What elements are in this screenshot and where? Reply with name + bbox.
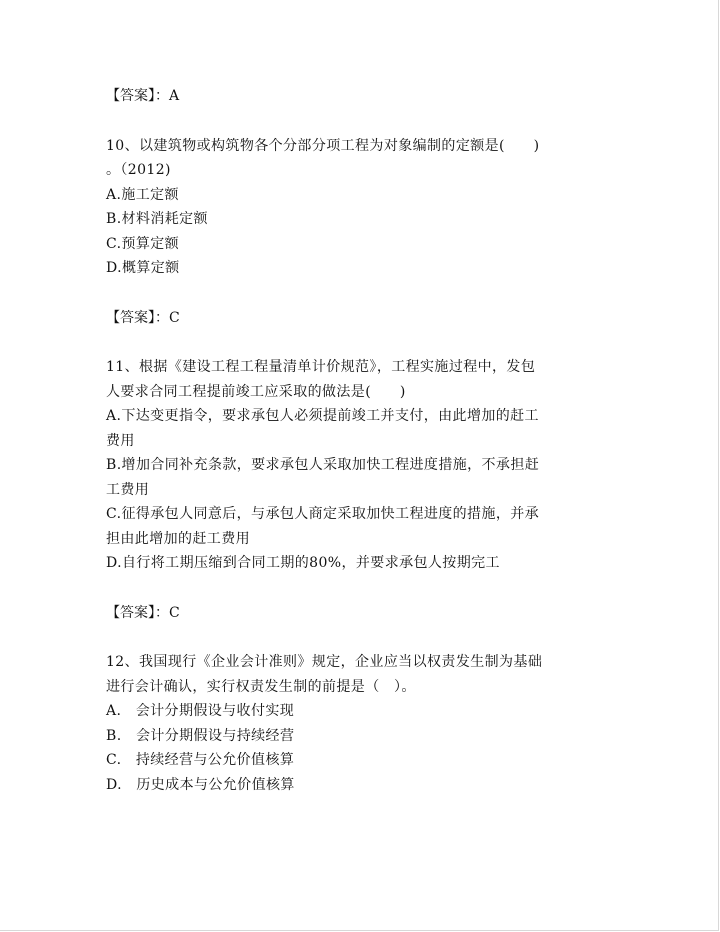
document-content [106,84,606,797]
option-a: A.下达变更指令，要求承包人必须提前竣工并支付，由此增加的赶工 [106,408,539,424]
question-text: 进行会计确认，实行权责发生制的前提是（ ）。 [106,678,416,695]
option-c-cont: 担由此增加的赶工费用 [106,530,250,547]
option-d: D.概算定额 [106,260,180,276]
option-a: A. 会计分期假设与收付实现 [106,703,295,719]
question-text: 11、根据《建设工程工程量清单计价规范》，工程实施过程中，发包 [106,359,536,375]
question-11 [106,355,606,576]
option-d: D. 历史成本与公允价值核算 [106,776,295,793]
question-12 [106,650,606,797]
question-text: 人要求合同工程提前竣工应采取的做法是( ) [106,383,406,400]
option-d: D.自行将工期压缩到合同工期的80%，并要求承包人按期完工 [106,555,500,571]
question-text: 12、我国现行《企业会计准则》规定，企业应当以权责发生制为基础 [106,654,543,670]
option-c: C.预算定额 [106,235,180,252]
option-b-cont: 工费用 [106,481,150,498]
option-a: A.施工定额 [106,186,179,203]
option-a-cont: 费用 [106,432,135,449]
option-c: C.征得承包人同意后，与承包人商定采取加快工程进度的措施，并承 [106,506,540,522]
answer-line: 【答案】：C [106,309,180,326]
question-text: 。（2012) [106,162,171,178]
option-c: C. 持续经营与公允价值核算 [106,752,295,768]
option-b: B.增加合同补充条款，要求承包人采取加快工程进度措施，不承担赶 [106,457,540,473]
question-text: 10、以建筑物或构筑物各个分部分项工程为对象编制的定额是( ) [106,137,540,154]
answer-line: 【答案】：A [106,88,180,104]
answer-line: 【答案】：C [106,604,180,621]
option-b: B. 会计分期假设与持续经营 [106,727,295,744]
option-b: B.材料消耗定额 [106,211,208,227]
question-10 [106,134,606,281]
